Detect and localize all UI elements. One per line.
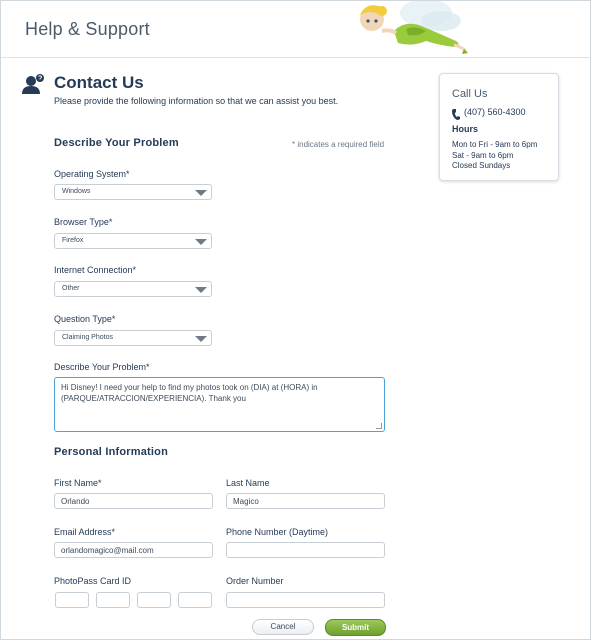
first-name-label: First Name* bbox=[54, 478, 102, 488]
call-us-panel bbox=[439, 73, 559, 181]
photopass-field-4[interactable] bbox=[178, 592, 212, 608]
order-field[interactable] bbox=[226, 592, 385, 608]
phone-field[interactable] bbox=[226, 542, 385, 558]
problem-section-title: Describe Your Problem bbox=[54, 137, 179, 149]
os-select[interactable] bbox=[54, 184, 212, 200]
contact-subtitle: Please provide the following information so that we can assist you best. bbox=[54, 96, 339, 106]
email-field[interactable] bbox=[54, 542, 213, 558]
last-name-field[interactable] bbox=[226, 493, 385, 509]
email-value: orlandomagico@mail.com bbox=[61, 546, 154, 555]
call-us-title: Call Us bbox=[452, 88, 488, 100]
describe-value: Hi Disney! I need your help to find my photos took on (DIA) at (HORA) in (PARQUE/ATRACCION/EXPERIENCIA). Thank you bbox=[61, 383, 318, 403]
describe-label: Describe Your Problem* bbox=[54, 362, 150, 372]
required-note: * indicates a required field bbox=[292, 140, 385, 149]
submit-button[interactable]: Submit bbox=[325, 619, 386, 636]
photopass-field-1[interactable] bbox=[55, 592, 89, 608]
browser-select[interactable] bbox=[54, 233, 212, 249]
os-value: Windows bbox=[62, 188, 91, 195]
chevron-down-icon bbox=[195, 336, 207, 342]
cancel-button[interactable]: Cancel bbox=[252, 619, 314, 635]
phone-icon bbox=[452, 107, 460, 118]
describe-textarea[interactable] bbox=[54, 377, 385, 432]
chevron-down-icon bbox=[195, 287, 207, 293]
contact-people-icon bbox=[22, 73, 46, 95]
connection-value: Other bbox=[62, 285, 80, 292]
chevron-down-icon bbox=[195, 239, 207, 245]
chevron-down-icon bbox=[195, 190, 207, 196]
connection-select[interactable] bbox=[54, 281, 212, 297]
last-name-value: Magico bbox=[233, 497, 259, 506]
phone-label: Phone Number (Daytime) bbox=[226, 527, 329, 537]
hours-line: Sat - 9am to 6pm bbox=[452, 151, 514, 160]
photopass-label: PhotoPass Card ID bbox=[54, 576, 132, 586]
first-name-field[interactable] bbox=[54, 493, 213, 509]
tinker-bell-illustration bbox=[346, 1, 471, 58]
personal-section-title: Personal Information bbox=[54, 446, 169, 458]
question-label: Question Type* bbox=[54, 314, 116, 324]
first-name-value: Orlando bbox=[61, 497, 90, 506]
hours-title: Hours bbox=[452, 124, 479, 134]
photopass-field-2[interactable] bbox=[96, 592, 130, 608]
os-label: Operating System* bbox=[54, 169, 130, 179]
resize-handle[interactable] bbox=[376, 423, 382, 429]
phone-number: (407) 560-4300 bbox=[464, 107, 526, 117]
browser-label: Browser Type* bbox=[54, 217, 113, 227]
hours-line: Closed Sundays bbox=[452, 161, 511, 170]
question-value: Claiming Photos bbox=[62, 334, 113, 341]
question-select[interactable] bbox=[54, 330, 212, 346]
browser-value: Firefox bbox=[62, 237, 84, 244]
hours-line: Mon to Fri - 9am to 6pm bbox=[452, 140, 538, 149]
header bbox=[1, 1, 590, 58]
photopass-field-3[interactable] bbox=[137, 592, 171, 608]
contact-title: Contact Us bbox=[54, 73, 144, 92]
email-label: Email Address* bbox=[54, 527, 116, 537]
connection-label: Internet Connection* bbox=[54, 265, 137, 275]
order-label: Order Number bbox=[226, 576, 284, 586]
last-name-label: Last Name bbox=[226, 478, 270, 488]
page-title: Help & Support bbox=[25, 19, 150, 39]
